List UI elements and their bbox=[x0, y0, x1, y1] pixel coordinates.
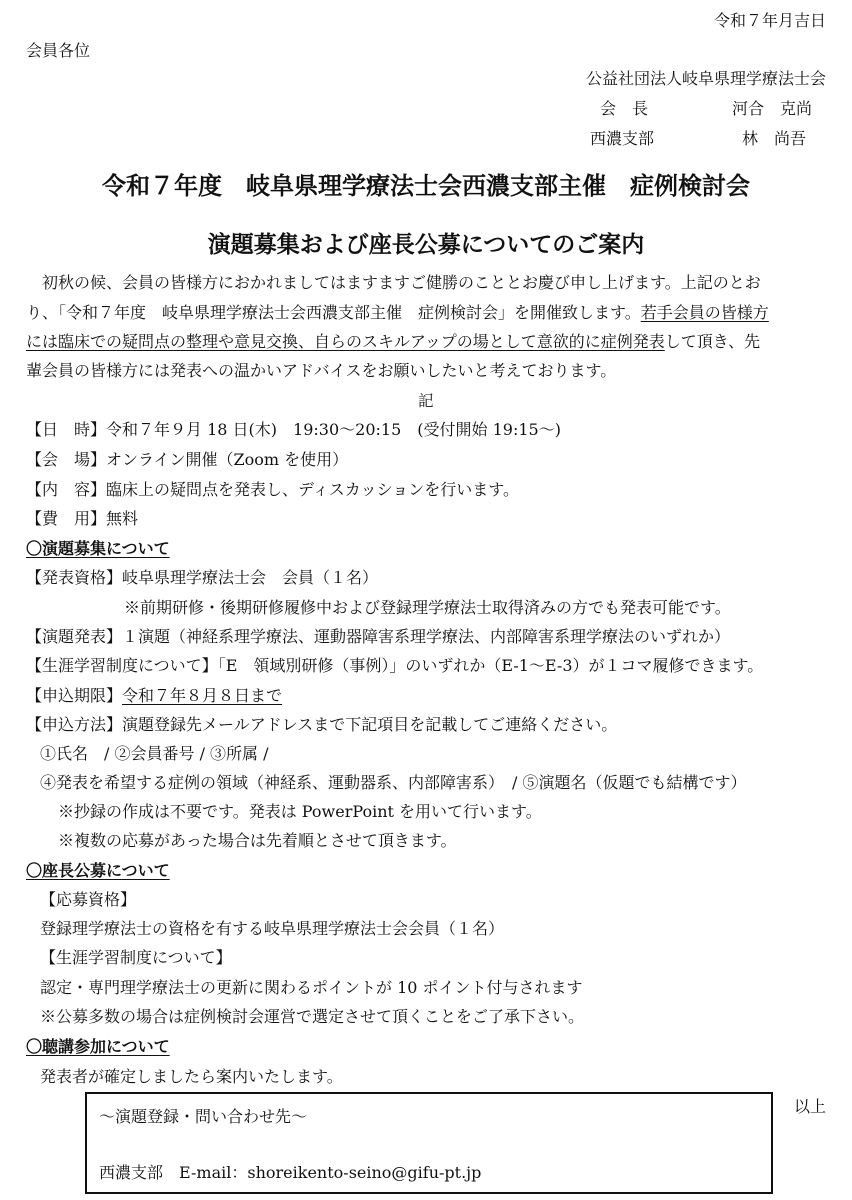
abstract-deadline-label: 【申込期限】 bbox=[26, 686, 123, 705]
branch-head-name: 林 尚吾 bbox=[742, 129, 807, 148]
closing-ijou: 以上 bbox=[793, 1097, 826, 1116]
intro-line-2 bbox=[26, 300, 769, 323]
chair-lifelong-value: 認定・専門理学療法士の更新に関わるポイントが 10 ポイント付与されます bbox=[40, 978, 583, 997]
event-content-label: 【内 容】 bbox=[26, 480, 107, 499]
event-date-value: 令和７年９月 18 日(木) 19:30～20:15 (受付開始 19:15～) bbox=[106, 420, 561, 439]
event-fee bbox=[26, 506, 138, 529]
chair-lifelong-label: 【生涯学習制度について】 bbox=[40, 948, 232, 967]
branch-title: 西濃支部 bbox=[590, 129, 655, 148]
abstract-method-value: 演題登録先メールアドレスまで下記項目を記載してご連絡ください。 bbox=[122, 715, 618, 734]
chair-note: ※公募多数の場合は症例検討会運営で選定させて頂くことをご了承下さい。 bbox=[40, 1007, 585, 1026]
abstract-topic-value: １演題（神経系理学療法、運動器障害系理学療法、内部障害系理学療法のいずれか） bbox=[122, 627, 731, 646]
contact-title: ～演題登録・問い合わせ先～ bbox=[99, 1107, 308, 1126]
abstract-qualification-note: ※前期研修・後期研修履修中および登録理学療法士取得済みの方でも発表可能です。 bbox=[124, 598, 731, 617]
attend-heading: 〇聴講参加について bbox=[26, 1037, 170, 1056]
contact-email-label: E-mail： bbox=[179, 1163, 248, 1182]
contact-box bbox=[85, 1092, 773, 1194]
intro-highlight-start: 若手会員の皆様方 bbox=[640, 303, 769, 322]
abstract-lifelong-label: 【生涯学習制度について】 bbox=[26, 656, 218, 675]
contact-email[interactable]: shoreikento-seino@gifu-pt.jp bbox=[247, 1163, 482, 1182]
abstract-deadline bbox=[26, 683, 282, 706]
attend-text: 発表者が確定しましたら案内いたします。 bbox=[40, 1067, 343, 1086]
event-venue bbox=[26, 447, 348, 470]
abstract-lifelong-value: 「E 領域別研修（事例）」のいずれか（E-1～E-3）が１コマ履修できます。 bbox=[217, 656, 764, 675]
abstract-note-2: ※複数の応募があった場合は先着順とさせて頂きます。 bbox=[58, 831, 457, 850]
event-venue-label: 【会 場】 bbox=[26, 450, 107, 469]
abstract-topic-label: 【演題発表】 bbox=[26, 627, 123, 646]
abstract-method-label: 【申込方法】 bbox=[26, 715, 123, 734]
abstract-heading: 〇演題募集について bbox=[26, 539, 170, 558]
abstract-qualification bbox=[26, 565, 378, 588]
event-title: 令和７年度 岐阜県理学療法士会西濃支部主催 症例検討会 bbox=[102, 171, 750, 200]
abstract-qualification-label: 【発表資格】 bbox=[26, 568, 123, 587]
event-venue-value: オンライン開催（Zoom を使用） bbox=[106, 450, 349, 469]
chair-heading: 〇座長公募について bbox=[26, 861, 170, 880]
event-fee-value: 無料 bbox=[106, 509, 139, 528]
event-content bbox=[26, 477, 519, 500]
event-fee-label: 【費 用】 bbox=[26, 509, 107, 528]
abstract-qualification-value: 岐阜県理学療法士会 会員（１名） bbox=[122, 568, 379, 587]
document-subtitle: 演題募集および座長公募についてのご案内 bbox=[207, 231, 645, 258]
intro-line-3-rest: して頂き、先 bbox=[664, 332, 761, 351]
abstract-lifelong bbox=[26, 653, 763, 676]
event-content-value: 臨床上の疑問点を発表し、ディスカッションを行います。 bbox=[106, 480, 519, 499]
abstract-method bbox=[26, 712, 617, 735]
abstract-topic bbox=[26, 624, 730, 647]
abstract-deadline-value: 令和７年８月８日まで bbox=[122, 686, 283, 705]
chair-qualification-label: 【応募資格】 bbox=[40, 890, 137, 909]
abstract-note-1: ※抄録の作成は不要です。発表は PowerPoint を用いて行います。 bbox=[58, 802, 542, 821]
abstract-items-1: ①氏名 / ②会員番号 / ③所属 / bbox=[40, 744, 269, 763]
recipient: 会員各位 bbox=[26, 41, 91, 60]
president-name: 河合 克尚 bbox=[732, 99, 813, 118]
chair-qualification-value: 登録理学療法士の資格を有する岐阜県理学療法士会会員（１名） bbox=[40, 919, 505, 938]
abstract-items-2: ④発表を希望する症例の領域（神経系、運動器系、内部障害系） / ⑤演題名（仮題でも結構です） bbox=[40, 773, 747, 792]
intro-highlight-end: には臨床での疑問点の整理や意見交換、自らのスキルアップの場として意欲的に症例発表 bbox=[26, 332, 665, 351]
intro-line-2-text: り、「令和７年度 岐阜県理学療法士会西濃支部主催 症例検討会」を開催致します。 bbox=[26, 303, 641, 322]
intro-line-1: 初秋の候、会員の皆様方におかれましてはますますご健勝のこととお慶び申し上げます。上記のとお bbox=[26, 273, 761, 292]
document-date: 令和７年月吉日 bbox=[713, 11, 826, 30]
organization-name: 公益社団法人岐阜県理学療法士会 bbox=[585, 69, 826, 88]
event-date-label: 【日 時】 bbox=[26, 420, 107, 439]
intro-line-3 bbox=[26, 329, 760, 352]
intro-line-4: 輩会員の皆様方には発表への温かいアドバイスをお願いしたいと考えております。 bbox=[26, 361, 617, 380]
president-title: 会 長 bbox=[600, 99, 649, 118]
ki-mark: 記 bbox=[418, 392, 434, 410]
event-date bbox=[26, 417, 561, 440]
contact-line bbox=[99, 1160, 481, 1183]
contact-branch: 西濃支部 bbox=[99, 1163, 164, 1182]
